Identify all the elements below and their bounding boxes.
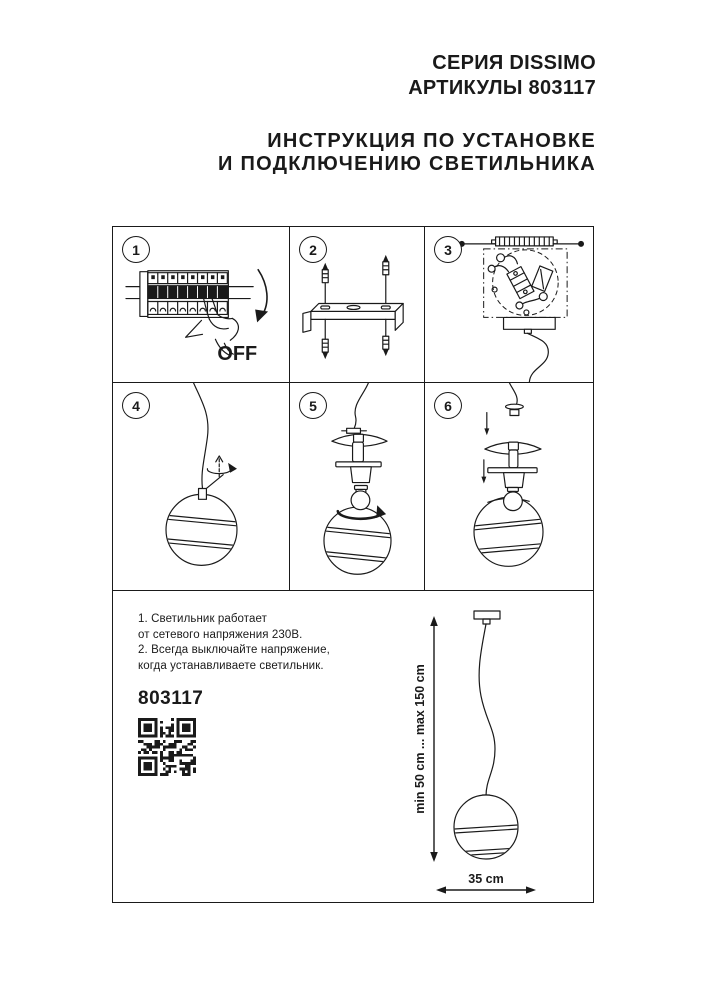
height-range-label: min 50 cm ... max 150 cm [413, 664, 427, 814]
step-6-number: 6 [434, 392, 462, 419]
step-1-number: 1 [122, 236, 150, 263]
step-6-panel [425, 383, 593, 591]
note-line: 2. Всегда выключайте напряжение, [138, 644, 330, 656]
qr-code [138, 718, 196, 776]
note-line: когда устанавливаете светильник. [138, 659, 324, 672]
articles-line: АРТИКУЛЫ 803117 [408, 77, 596, 99]
note-line: 1. Светильник работает [138, 613, 268, 625]
bulb-icon [351, 486, 370, 510]
instruction-title [218, 130, 596, 176]
step-5-panel [290, 383, 425, 591]
width-label: 35 cm [468, 872, 504, 886]
bulb-icon [504, 487, 523, 510]
step-3-panel [425, 227, 593, 383]
step-1-panel [113, 227, 290, 383]
step-3-number: 3 [434, 236, 462, 263]
safety-notes [138, 612, 330, 674]
terminal-block-icon [507, 267, 534, 299]
page-header [218, 51, 596, 176]
step-2-panel [290, 227, 425, 383]
article-number: 803117 [138, 688, 204, 709]
rotate-arrow-icon [207, 456, 237, 477]
steps-grid [112, 226, 594, 903]
instruction-title-line2: И ПОДКЛЮЧЕНИЮ СВЕТИЛЬНИКА [217, 153, 596, 175]
step-4-panel [113, 383, 290, 591]
width-dimension-arrow [436, 886, 536, 893]
instruction-title-line1: ИНСТРУКЦИЯ ПО УСТАНОВКЕ [267, 130, 596, 152]
dimension-drawing [413, 591, 595, 904]
step-2-number: 2 [299, 236, 327, 263]
note-line: от сетевого напряжения 230В. [138, 628, 303, 641]
step-4-number: 4 [122, 392, 150, 419]
off-label: OFF [217, 343, 258, 366]
height-dimension-arrow [430, 616, 438, 862]
info-section [113, 591, 593, 902]
down-arrow-icon [481, 460, 486, 484]
down-arrow-icon [484, 413, 489, 436]
series-title: СЕРИЯ DISSIMO [432, 52, 596, 74]
turn-off-arrow-icon [255, 270, 268, 323]
step-5-number: 5 [299, 392, 327, 419]
